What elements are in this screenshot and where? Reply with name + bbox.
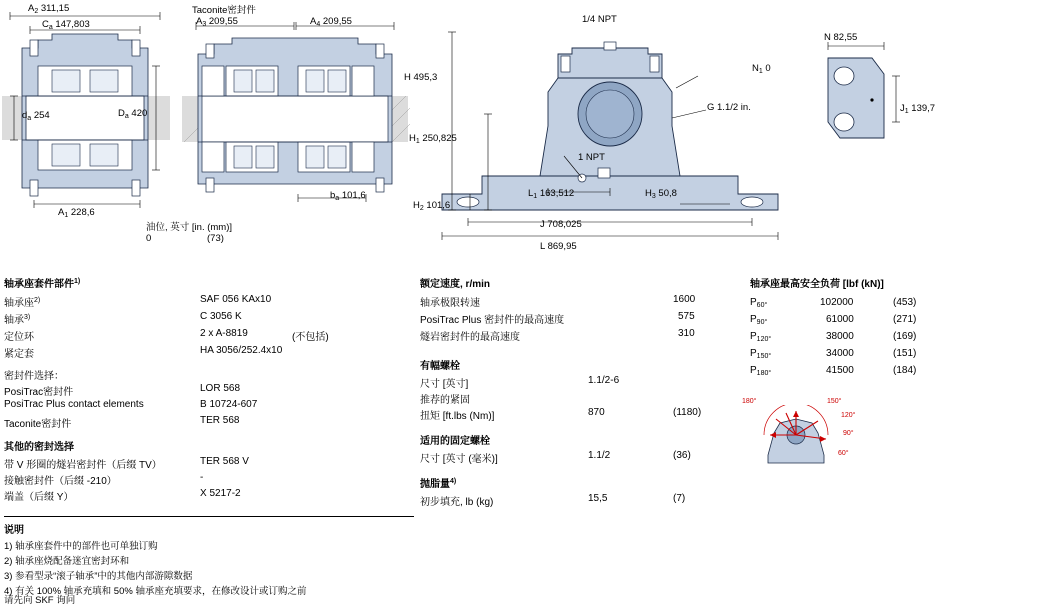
safe-load-row-120-sub: 120°	[756, 336, 772, 343]
dim-A4-value: 209,55	[322, 16, 352, 27]
other-seal-title: 其他的密封选择	[4, 442, 74, 453]
parts-row-bearing	[4, 311, 30, 326]
flange-bolt-torque-value1: 870	[588, 407, 605, 418]
grease-title	[420, 475, 456, 490]
other-seal-row-endcover-label: 端盖（后缀 Y）	[4, 492, 74, 503]
dim-L-value: 869,95	[547, 241, 577, 252]
note-item-5: 请先向 SKF 询问	[4, 595, 76, 606]
dim-A2-label: $A_2$	[28, 3, 39, 15]
dim-L-label: L	[540, 241, 545, 252]
safe-load-row-60-label: P	[750, 297, 757, 308]
safe-load-row-90-v1: 61000	[826, 314, 854, 325]
dim-L1	[528, 188, 574, 200]
grease-fill-value1: 15,5	[588, 493, 608, 504]
dim-A2-value: 311,15	[40, 3, 70, 14]
dim-N	[824, 32, 857, 43]
seal-row-positracplus-value: B 10724-607	[200, 399, 258, 410]
flange-bolt-size-value: 1.1/2-6	[588, 375, 620, 386]
parts-row-housing-value: SAF 056 KAx10	[200, 294, 272, 305]
dim-A1-value: 228,6	[70, 207, 95, 218]
safe-load-row-60-v1: 102000	[820, 297, 854, 308]
dim-Ca-value: 147,803	[55, 19, 90, 30]
parts-row-housing-label: 轴承座	[4, 298, 34, 309]
label-quarter-npt: 1/4 NPT	[582, 14, 617, 25]
speed-row-limit-label: 轴承极限转速	[420, 298, 480, 309]
speed-row-limit-value: 1600	[673, 294, 696, 305]
note-item-1: 1) 轴承座套件中的部件也可单独订购	[4, 541, 158, 552]
dim-A2	[28, 3, 69, 15]
dim-A3-label: $A_3$	[196, 16, 207, 28]
safe-load-row-90-label: P	[750, 314, 757, 325]
dim-H3-value: 50,8	[658, 188, 677, 199]
safe-load-row-120	[750, 331, 771, 343]
dim-H-value: 495,3	[413, 72, 438, 83]
safe-load-row-150-sub: 150°	[756, 353, 772, 360]
safe-load-row-60-sub: 60°	[756, 302, 768, 309]
dim-da	[22, 110, 50, 122]
dim-L1-label: $L_1$	[528, 188, 538, 200]
speed-row-positracplus-label: PosiTrac Plus 密封件的最高速度	[420, 315, 565, 326]
safe-load-row-180-sub: 180°	[756, 370, 772, 377]
grease-fill-value2: (7)	[673, 493, 686, 504]
grease-fill-label: 初步填充, lb (kg)	[420, 497, 494, 508]
holding-bolt-size-label: 尺寸 [英寸 (毫米)]	[420, 454, 498, 465]
flange-bolt-tighten-label: 推荐的紧固	[420, 395, 470, 406]
dim-L	[540, 241, 577, 252]
dim-A1-label: $A_1$	[58, 207, 69, 219]
safe-load-row-120-label: P	[750, 331, 757, 342]
dim-H3	[645, 188, 677, 200]
oil-level-value-in: 0	[146, 233, 152, 244]
dim-H2-value: 101,6	[426, 200, 451, 211]
note-item-2: 2) 轴承座烧配备迷宜密封环和	[4, 556, 130, 567]
seal-row-taconite-label: Taconite密封件	[4, 419, 72, 430]
seal-row-positrac-value: LOR 568	[200, 383, 241, 394]
other-seal-row-endcover-value: X 5217-2	[200, 488, 241, 499]
dim-ba-label: $b_a$	[330, 190, 340, 202]
dim-J-label: J	[540, 219, 545, 230]
safe-load-row-180-v1: 41500	[826, 365, 854, 376]
parts-row-bearing-value: C 3056 K	[200, 311, 242, 322]
load-angle-label-150: 150°	[827, 398, 842, 405]
safe-load-row-150-v2: (151)	[893, 348, 917, 359]
parts-row-sleeve-label: 紧定套	[4, 349, 34, 360]
notes-divider	[4, 516, 414, 517]
dim-J	[540, 219, 582, 230]
safe-load-row-180-v2: (184)	[893, 365, 917, 376]
parts-kit-title	[4, 275, 80, 290]
seal-row-positrac-label: PosiTrac密封件	[4, 387, 74, 398]
dim-H-label: H	[404, 72, 411, 83]
dim-ba	[330, 190, 366, 202]
safe-load-row-180	[750, 365, 771, 377]
dim-ba-value: 101,6	[341, 190, 366, 201]
parts-row-ring-value: 2 x A-8819	[200, 328, 248, 339]
load-angle-label-180: 180°	[742, 398, 757, 405]
dim-H1-label: $H_1$	[409, 133, 420, 145]
dim-H3-label: $H_3$	[645, 188, 656, 200]
other-seal-row-tv-value: TER 568 V	[200, 456, 249, 467]
parts-row-bearing-sup: 3)	[24, 314, 31, 321]
safe-load-row-150	[750, 348, 771, 360]
dim-Da-value: 420	[131, 108, 148, 119]
flange-bolt-torque-label: 扭矩 [ft.lbs (Nm)]	[420, 411, 495, 422]
dim-A3-value: 209,55	[208, 16, 238, 27]
dim-H1-value: 250,825	[422, 133, 457, 144]
taconite-seal-title: Taconite密封件	[192, 5, 256, 16]
seal-choice-title: 密封件选择：	[4, 371, 64, 382]
safe-load-row-90-sub: 90°	[756, 319, 768, 326]
dim-H2	[413, 200, 450, 212]
dim-A3	[196, 16, 238, 28]
holding-bolt-title: 适用的固定螺栓	[420, 436, 490, 447]
dim-da-value: 254	[33, 110, 50, 121]
housing-elevation-drawing	[430, 26, 790, 246]
dim-J1	[900, 103, 935, 115]
dim-A4	[310, 16, 352, 28]
safe-load-row-120-v2: (169)	[893, 331, 917, 342]
dim-N1	[752, 63, 771, 75]
dim-J1-value: 139,7	[911, 103, 936, 114]
parts-row-ring-note: (不包括)	[292, 332, 329, 343]
grease-title-sup: 4)	[450, 478, 457, 485]
dim-J-value: 708,025	[547, 219, 582, 230]
flange-bolt-size-label: 尺寸 [英寸]	[420, 379, 469, 390]
dim-N1-label: $N_1$	[752, 63, 763, 75]
safe-load-row-60-v2: (453)	[893, 297, 917, 308]
label-one-npt: 1 NPT	[578, 152, 605, 163]
holding-bolt-size-value1: 1.1/2	[588, 450, 611, 461]
safe-load-row-150-label: P	[750, 348, 757, 359]
dim-N-label: N	[824, 32, 831, 43]
other-seal-row-contact-label: 接触密封件（后缀 -210）	[4, 476, 117, 487]
label-G-thread: G 1.1/2 in.	[707, 102, 751, 113]
dim-H2-label: $H_2$	[413, 200, 424, 212]
parts-row-ring-label: 定位环	[4, 332, 34, 343]
grease-title-text: 抛脂量	[420, 479, 450, 490]
parts-row-bearing-label: 轴承	[4, 315, 24, 326]
other-seal-row-tv-label: 带 V 形圈的燧岩密封件（后缀 TV）	[4, 460, 162, 471]
oil-level-label: 油位, 英寸 [in. (mm)]	[146, 222, 233, 233]
load-angle-label-120: 120°	[841, 412, 856, 419]
other-seal-row-contact-value: -	[200, 472, 204, 483]
dim-Ca	[42, 19, 90, 31]
dim-A1	[58, 207, 95, 219]
parts-row-sleeve-value: HA 3056/252.4x10	[200, 345, 283, 356]
notes-title: 说明	[4, 525, 24, 536]
safe-load-row-120-v1: 38000	[826, 331, 854, 342]
dim-H1	[409, 133, 457, 145]
safe-load-row-90	[750, 314, 767, 326]
load-angle-label-60: 60°	[838, 450, 849, 457]
parts-row-housing-sup: 2)	[34, 297, 41, 304]
holding-bolt-size-value2: (36)	[673, 450, 691, 461]
parts-row-housing	[4, 294, 40, 309]
base-plan-drawing	[810, 30, 920, 160]
dim-N1-value: 0	[765, 63, 771, 74]
note-item-4: 4) 有关 100% 轴承充填和 50% 轴承座充填要求，在修改设计或订购之前	[4, 586, 307, 597]
dim-N-value: 82,55	[833, 32, 858, 43]
dim-H	[404, 72, 437, 83]
speed-row-positracplus-value: 575	[678, 311, 695, 322]
parts-kit-title-text: 轴承座套件部件	[4, 279, 74, 290]
flange-bolt-torque-value2: (1180)	[673, 407, 702, 418]
safe-load-row-90-v2: (271)	[893, 314, 917, 325]
speed-row-taconite-label: 燧岩密封件的最高速度	[420, 332, 520, 343]
dim-J1-label: $J_1$	[900, 103, 909, 115]
safe-load-row-180-label: P	[750, 365, 757, 376]
dim-Ca-label: $C_a$	[42, 19, 53, 31]
speed-row-taconite-value: 310	[678, 328, 695, 339]
dim-A4-label: $A_4$	[310, 16, 321, 28]
dim-da-label: $d_a$	[22, 110, 32, 122]
note-item-3: 3) 参看型录“滚子轴承”中的其他内部游隙数据	[4, 571, 193, 582]
seal-row-taconite-value: TER 568	[200, 415, 240, 426]
dim-Da	[118, 108, 147, 120]
seal-row-positracplus-label: PosiTrac Plus contact elements	[4, 399, 144, 410]
dim-Da-label: $D_a$	[118, 108, 129, 120]
middle-bearing-drawing	[180, 14, 410, 224]
load-angle-label-90: 90°	[843, 430, 854, 437]
flange-bolt-title: 有幅螺栓	[420, 361, 460, 372]
parts-kit-title-sup: 1)	[74, 278, 81, 285]
dim-L1-value: 163,512	[539, 188, 575, 199]
safe-load-row-60	[750, 297, 767, 309]
speed-title: 额定速度, r/min	[420, 279, 491, 290]
safe-load-row-150-v1: 34000	[826, 348, 854, 359]
safe-load-title: 轴承座最高安全负荷 [lbf (kN)]	[750, 279, 884, 290]
oil-level-value-mm: (73)	[207, 233, 224, 244]
